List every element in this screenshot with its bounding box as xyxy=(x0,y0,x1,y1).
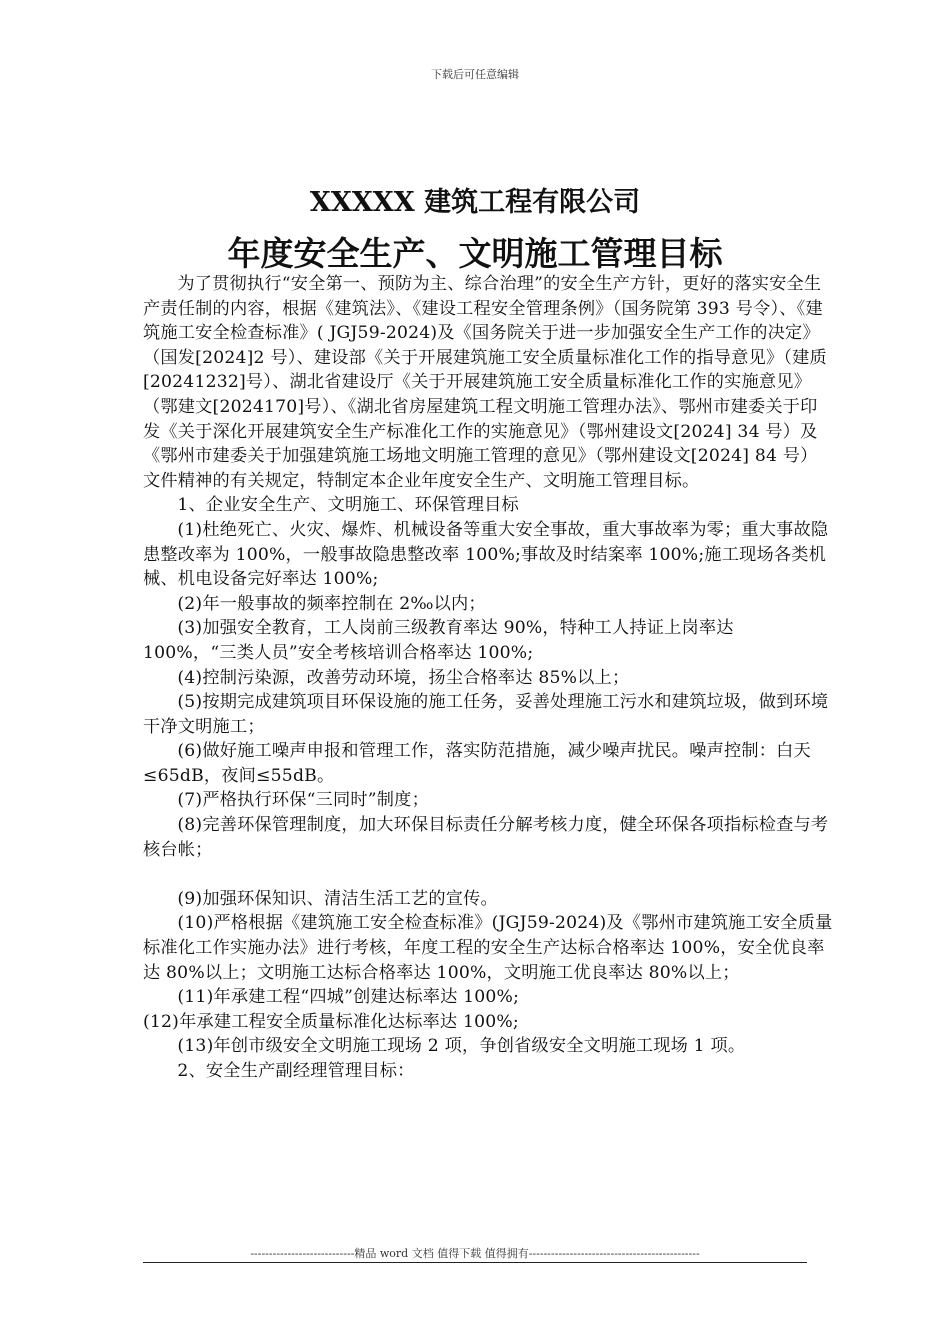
header-note: 下载后可任意编辑 xyxy=(431,68,519,81)
blank-line xyxy=(143,862,833,887)
list-item-1: (1)杜绝死亡、火灾、爆炸、机械设备等重大安全事故，重大事故率为零；重大事故隐患整改率为 100%，一般事故隐患整改率 100%;事故及时结案率 100%;施工现场各类机械、机电设备完好率达 100%; xyxy=(143,519,829,590)
footer-text: ----------------------------精品 word 文档 值得下载 值得拥有---------------------------------------------- xyxy=(250,1247,700,1260)
company-name: XXXXX 建筑工程有限公司 xyxy=(309,187,641,218)
document-body xyxy=(143,272,833,1084)
list-item-10: (10)严格根据《建筑施工安全检查标准》(JGJ59-2024)及《鄂州市建筑施工安全质量标准化工作实施办法》进行考核，年度工程的安全生产达标合格率达 100%，安全优良率达 80%以上；文明施工达标合格率达 100%，文明施工优良率达 80%以上； xyxy=(143,913,833,983)
intro-paragraph: 为了贯彻执行“安全第一、预防为主、综合治理”的安全生产方针，更好的落实安全生产责任制的内容，根据《建筑法》、《建设工程安全管理条例》（国务院第 393 号令）、《建筑施工安全检查标准》( JGJ59-2024)及《国务院关于进一步加强安全生产工作的决定》（国发[2024]2 号）、建设部《关于开展建筑施工安全质量标准化工作的指导意见》（建质[20241232]号）、湖北省建设厅《关于开展建筑施工安全质量标准化工作的实施意见》（鄂建文[2024170]号）、《湖北省房屋建筑工程文明施工管理办法》、鄂州市建委关于印发《关于深化开展建筑安全生产标准化工作的实施意见》（鄂州建设文[2024] 34 号）及《鄂州市建委关于加强建筑施工场地文明施工管理的意见》（鄂州建设文[2024] 84 号）文件精神的有关规定，特制定本企业年度安全生产、文明施工管理目标。 xyxy=(143,274,827,491)
list-item-6: (6)做好施工噪声申报和管理工作，落实防范措施，减少噪声扰民。噪声控制：白天≤65dB，夜间≤55dB。 xyxy=(143,741,811,786)
list-item-4: (4)控制污染源，改善劳动环境，扬尘合格率达 85%以上； xyxy=(177,667,630,688)
list-item-5: (5)按期完成建筑项目环保设施的施工任务，妥善处理施工污水和建筑垃圾，做到环境干净文明施工； xyxy=(143,692,829,737)
list-item-11: (11)年承建工程“四城”创建达标率达 100%; xyxy=(177,987,520,1008)
footer-divider xyxy=(143,1262,807,1263)
section-heading-1: 1、企业安全生产、文明施工、环保管理目标 xyxy=(177,495,519,516)
list-item-12: (12)年承建工程安全质量标准化达标率达 100%; xyxy=(143,1011,519,1032)
list-item-8: (8)完善环保管理制度，加大环保目标责任分解考核力度，健全环保各项指标检查与考核台帐； xyxy=(143,815,829,860)
list-item-7: (7)严格执行环保“三同时”制度； xyxy=(177,790,429,811)
list-item-13: (13)年创市级安全文明施工现场 2 项，争创省级安全文明施工现场 1 项。 xyxy=(177,1036,746,1057)
section-heading-2: 2、安全生产副经理管理目标： xyxy=(177,1061,415,1081)
list-item-9: (9)加强环保知识、清洁生活工艺的宣传。 xyxy=(177,888,498,909)
document-title: 年度安全生产、文明施工管理目标 xyxy=(227,234,723,273)
list-item-2: (2)年一般事故的频率控制在 2‰以内； xyxy=(177,593,486,614)
list-item-3: (3)加强安全教育，工人岗前三级教育率达 90%，特种工人持证上岗率达 100%，“三类人员”安全考核培训合格率达 100%; xyxy=(143,618,734,663)
